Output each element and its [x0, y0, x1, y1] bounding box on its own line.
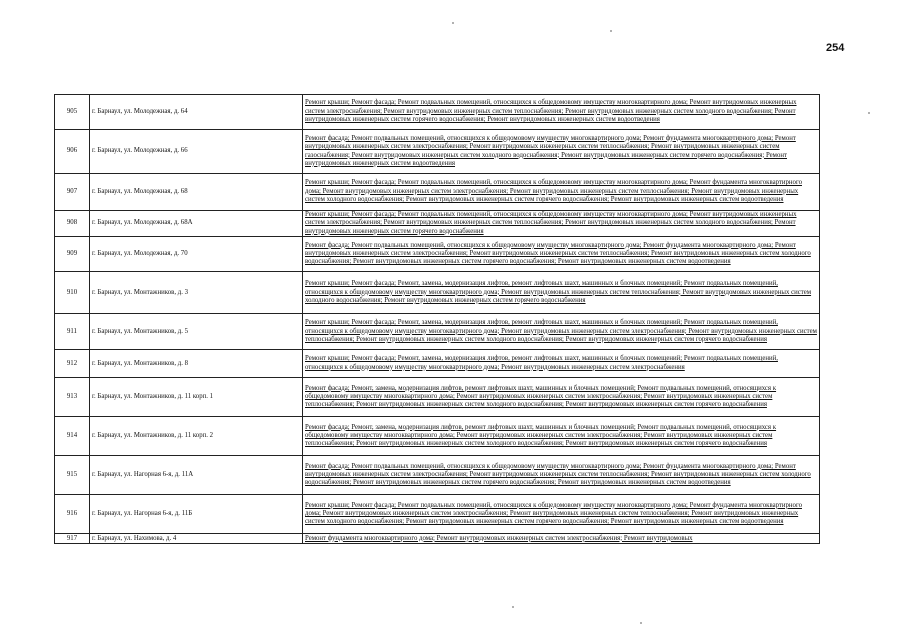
row-number: 909	[55, 237, 90, 272]
table-row	[55, 417, 820, 456]
row-number: 917	[55, 534, 90, 544]
row-address: г. Барнаул, ул. Монтажников, д. 11 корп. 1	[90, 378, 303, 417]
row-works: Ремонт крыши; Ремонт фасада; Ремонт, замена, модернизация лифтов, ремонт лифтовых шахт, машинных и блочных помещений; Ремонт подвальных помещений, относящихся к общедомовому имуществу многоквартирного дома; Ремонт внутридомовых инженерных систем теплоснабжения; Ремонт внутридомовых инженерных систем холодного водоснабжения; Ремонт внутридомовых инженерных систем горячего водоснабжения	[303, 272, 820, 314]
table-row	[55, 350, 820, 378]
table-row	[55, 456, 820, 495]
row-address: г. Барнаул, ул. Молодежная, д. 70	[90, 237, 303, 272]
table-row	[55, 130, 820, 174]
scan-speck	[452, 22, 454, 24]
row-number: 913	[55, 378, 90, 417]
row-address: г. Барнаул, ул. Монтажников, д. 5	[90, 314, 303, 350]
row-works: Ремонт крыши; Ремонт фасада; Ремонт, замена, модернизация лифтов, ремонт лифтовых шахт, машинных и блочных помещений; Ремонт подвальных помещений, относящихся к общедомовому имуществу многоквартирного дома; Ремонт внутридомовых инженерных систем электроснабжения	[303, 350, 820, 378]
row-address: г. Барнаул, ул. Монтажников, д. 8	[90, 350, 303, 378]
row-number: 912	[55, 350, 90, 378]
row-works: Ремонт фасада; Ремонт подвальных помещений, относящихся к общедомовому имуществу многоквартирного дома; Ремонт фундамента многоквартирного дома; Ремонт внутридомовых инженерных систем электроснабжения; Ремонт внутридомовых инженерных систем теплоснабжения; Ремонт внутридомовых инженерных систем холодного водоснабжения; Ремонт внутридомовых инженерных систем горячего водоснабжения; Ремонт внутридомовых инженерных систем водоотведения	[303, 237, 820, 272]
repair-works-table	[54, 94, 820, 544]
row-number: 916	[55, 495, 90, 534]
row-works: Ремонт фундамента многоквартирного дома; Ремонт внутридомовых инженерных систем электроснабжения; Ремонт внутридомовых	[303, 534, 820, 544]
page-number: 254	[826, 42, 845, 54]
row-address: г. Барнаул, ул. Монтажников, д. 3	[90, 272, 303, 314]
row-number: 905	[55, 95, 90, 130]
table-row	[55, 211, 820, 237]
scan-speck	[610, 30, 612, 32]
row-number: 914	[55, 417, 90, 456]
scan-speck	[640, 622, 642, 624]
row-address: г. Барнаул, ул. Молодежная, д. 68А	[90, 211, 303, 237]
row-number: 908	[55, 211, 90, 237]
row-address: г. Барнаул, ул. Молодежная, д. 64	[90, 95, 303, 130]
row-number: 910	[55, 272, 90, 314]
scan-speck	[512, 606, 514, 608]
row-number: 907	[55, 174, 90, 211]
row-address: г. Барнаул, ул. Молодежная, д. 66	[90, 130, 303, 174]
table-row	[55, 174, 820, 211]
row-works: Ремонт крыши; Ремонт фасада; Ремонт подвальных помещений, относящихся к общедомовому имуществу многоквартирного дома; Ремонт фундамента многоквартирного дома; Ремонт внутридомовых инженерных систем электроснабжения; Ремонт внутридомовых инженерных систем теплоснабжения; Ремонт внутридомовых инженерных систем холодного водоснабжения; Ремонт внутридомовых инженерных систем горячего водоснабжения; Ремонт внутридомовых инженерных систем водоотведения	[303, 495, 820, 534]
table-row	[55, 314, 820, 350]
row-works: Ремонт крыши; Ремонт фасада; Ремонт подвальных помещений, относящихся к общедомовому имуществу многоквартирного дома; Ремонт внутридомовых инженерных систем электроснабжения; Ремонт внутридомовых инженерных систем теплоснабжения; Ремонт внутридомовых инженерных систем холодного водоснабжения; Ремонт внутридомовых инженерных систем горячего водоснабжения; Ремонт внутридомовых инженерных систем водоотведения	[303, 95, 820, 130]
table-row	[55, 495, 820, 534]
row-address: г. Барнаул, ул. Нагорная 6-я, д. 11Б	[90, 495, 303, 534]
scan-speck	[868, 112, 870, 114]
row-works: Ремонт фасада; Ремонт подвальных помещений, относящихся к общедомовому имуществу многоквартирного дома; Ремонт фундамента многоквартирного дома; Ремонт внутридомовых инженерных систем электроснабжения; Ремонт внутридомовых инженерных систем теплоснабжения; Ремонт внутридомовых инженерных систем холодного водоснабжения; Ремонт внутридомовых инженерных систем горячего водоснабжения; Ремонт внутридомовых инженерных систем водоотведения	[303, 456, 820, 495]
table-row	[55, 272, 820, 314]
row-works: Ремонт крыши; Ремонт фасада; Ремонт, замена, модернизация лифтов, ремонт лифтовых шахт, машинных и блочных помещений; Ремонт подвальных помещений, относящихся к общедомовому имуществу многоквартирного дома; Ремонт внутридомовых инженерных систем электроснабжения; Ремонт внутридомовых инженерных систем теплоснабжения; Ремонт внутридомовых инженерных систем холодного водоснабжения; Ремонт внутридомовых инженерных систем горячего водоснабжения	[303, 314, 820, 350]
row-works: Ремонт фасада; Ремонт подвальных помещений, относящихся к общедомовому имуществу многоквартирного дома; Ремонт фундамента многоквартирного дома; Ремонт внутридомовых инженерных систем электроснабжения; Ремонт внутридомовых инженерных систем теплоснабжения; Ремонт внутридомовых инженерных систем газоснабжения; Ремонт внутридомовых инженерных систем холодного водоснабжения; Ремонт внутридомовых инженерных систем горячего водоснабжения; Ремонт внутридомовых инженерных систем водоотведения	[303, 130, 820, 174]
row-address: г. Барнаул, ул. Нагорная 6-я, д. 11А	[90, 456, 303, 495]
row-address: г. Барнаул, ул. Нахимова, д. 4	[90, 534, 303, 544]
row-works: Ремонт крыши; Ремонт фасада; Ремонт подвальных помещений, относящихся к общедомовому имуществу многоквартирного дома; Ремонт внутридомовых инженерных систем электроснабжения; Ремонт внутридомовых инженерных систем теплоснабжения; Ремонт внутридомовых инженерных систем холодного водоснабжения; Ремонт внутридомовых инженерных систем горячего водоснабжения	[303, 211, 820, 237]
row-works: Ремонт крыши; Ремонт фасада; Ремонт подвальных помещений, относящихся к общедомовому имуществу многоквартирного дома; Ремонт фундамента многоквартирного дома; Ремонт внутридомовых инженерных систем электроснабжения; Ремонт внутридомовых инженерных систем теплоснабжения; Ремонт внутридомовых инженерных систем холодного водоснабжения; Ремонт внутридомовых инженерных систем горячего водоснабжения; Ремонт внутридомовых инженерных систем водоотведения	[303, 174, 820, 211]
row-works: Ремонт фасада; Ремонт, замена, модернизация лифтов, ремонт лифтовых шахт, машинных и блочных помещений; Ремонт подвальных помещений, относящихся к общедомовому имуществу многоквартирного дома; Ремонт внутридомовых инженерных систем электроснабжения; Ремонт внутридомовых инженерных систем теплоснабжения; Ремонт внутридомовых инженерных систем холодного водоснабжения; Ремонт внутридомовых инженерных систем горячего водоснабжения	[303, 417, 820, 456]
row-number: 906	[55, 130, 90, 174]
table-row	[55, 95, 820, 130]
row-address: г. Барнаул, ул. Монтажников, д. 11 корп. 2	[90, 417, 303, 456]
table-row	[55, 237, 820, 272]
table-row	[55, 378, 820, 417]
table-row	[55, 534, 820, 544]
row-number: 911	[55, 314, 90, 350]
row-address: г. Барнаул, ул. Молодежная, д. 68	[90, 174, 303, 211]
row-works: Ремонт фасада; Ремонт, замена, модернизация лифтов, ремонт лифтовых шахт, машинных и блочных помещений; Ремонт подвальных помещений, относящихся к общедомовому имуществу многоквартирного дома; Ремонт внутридомовых инженерных систем электроснабжения; Ремонт внутридомовых инженерных систем теплоснабжения; Ремонт внутридомовых инженерных систем холодного водоснабжения; Ремонт внутридомовых инженерных систем горячего водоснабжения	[303, 378, 820, 417]
row-number: 915	[55, 456, 90, 495]
